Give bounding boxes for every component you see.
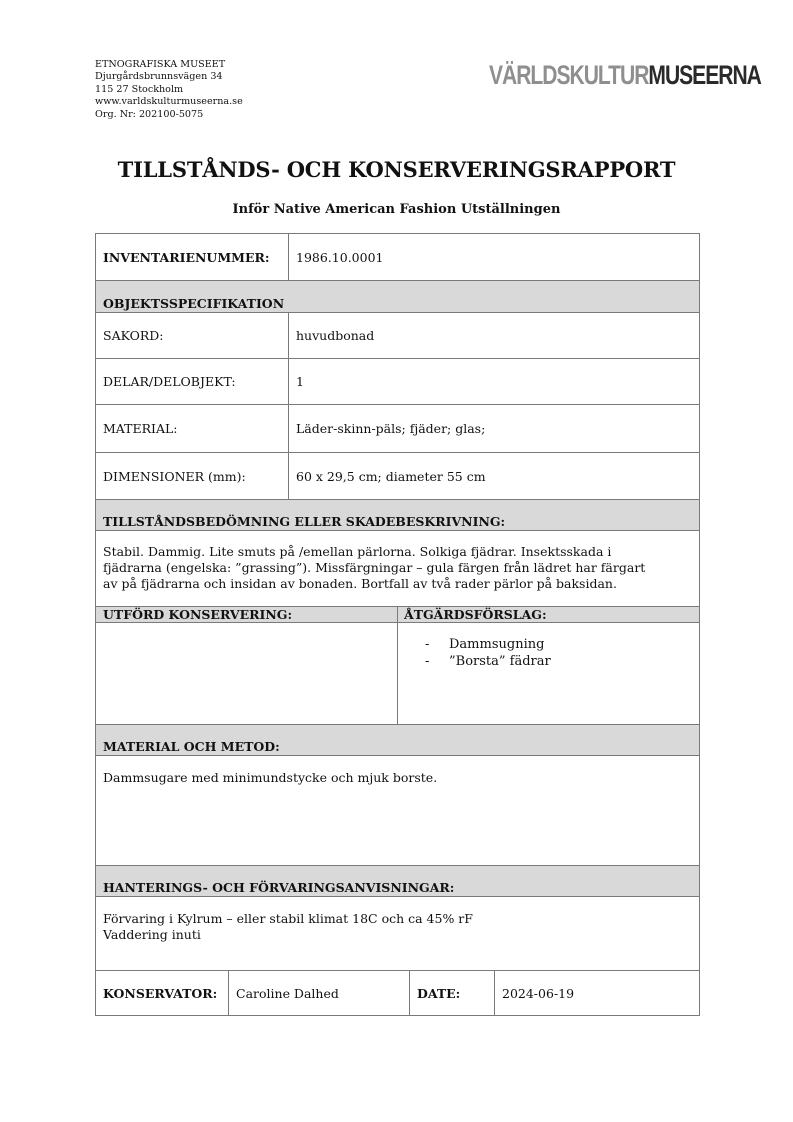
sakord-row xyxy=(96,312,699,358)
sakord-label: SAKORD: xyxy=(103,328,164,343)
report-title: TILLSTÅNDS- OCH KONSERVERINGSRAPPORT xyxy=(117,157,676,182)
method-body xyxy=(96,755,699,865)
proposed-action-brushing: ”Borsta” fädrar xyxy=(449,653,551,669)
object-spec-heading: OBJEKTSSPECIFIKATION xyxy=(103,296,285,311)
inventory-row xyxy=(96,234,699,280)
conservator-label: KONSERVATOR: xyxy=(103,985,218,1001)
parts-row xyxy=(96,358,699,404)
report-subtitle: Inför Native American Fashion Utställningen xyxy=(232,202,561,217)
conservation-done-heading: UTFÖRD KONSERVERING: xyxy=(103,607,293,622)
logo-part-light: VÄRLDSKULTUR xyxy=(489,60,649,90)
parts-value: 1 xyxy=(288,359,699,404)
street-address: Djurgårdsbrunnsvägen 34 xyxy=(95,71,223,83)
material-row xyxy=(96,404,699,452)
bullet-dash: - xyxy=(425,637,430,652)
varldskulturmuseerna-logo xyxy=(489,60,761,90)
object-spec-heading-row xyxy=(96,280,699,312)
proposed-actions-list xyxy=(425,637,551,670)
postal-address: 115 27 Stockholm xyxy=(95,83,184,95)
conservator-name: Caroline Dalhed xyxy=(228,971,409,1015)
handling-line-storage: Förvaring i Kylrum – eller stabil klimat 18C och ca 45% rF xyxy=(103,911,473,926)
condition-heading: TILLSTÅNDSBEDÖMNING ELLER SKADEBESKRIVNING: xyxy=(103,514,506,529)
website: www.varldskulturmuseerna.se xyxy=(95,96,243,108)
logo-part-dark: MUSEERNA xyxy=(648,60,761,90)
material-label: MATERIAL: xyxy=(103,421,178,436)
condition-description: Stabil. Dammig. Lite smuts på /emellan pärlorna. Solkiga fjädrar. Insektsskada i fjädrarna (engelska: ”grassing”). Missfärgningar – gula färgen från lädret har färgart av på fjädrarna och insidan av bonaden. Bortfall av två rader pärlor på baksidan. xyxy=(103,544,646,591)
inventory-value: 1986.10.0001 xyxy=(288,234,699,280)
bullet-dash: - xyxy=(425,653,430,669)
condition-body xyxy=(96,530,699,606)
inventory-label: INVENTARIENUMMER: xyxy=(103,249,270,265)
museum-name: ETNOGRAFISKA MUSEET xyxy=(95,59,226,70)
list-item xyxy=(425,637,551,654)
signature-row xyxy=(96,970,699,1015)
proposed-actions-heading: ÅTGÄRDSFÖRSLAG: xyxy=(404,607,547,622)
proposed-action-vacuuming: Dammsugning xyxy=(449,637,545,652)
handling-heading-row xyxy=(96,865,699,896)
conservation-body-row xyxy=(96,622,699,724)
condition-heading-row xyxy=(96,499,699,530)
handling-text xyxy=(103,911,661,943)
museum-address-block xyxy=(95,59,243,121)
method-text: Dammsugare med minimundstycke och mjuk borste. xyxy=(103,770,438,785)
date-label: DATE: xyxy=(409,971,494,1015)
date-value: 2024-06-19 xyxy=(494,971,699,1015)
org-number: Org. Nr: 202100-5075 xyxy=(95,108,204,120)
dimensions-row xyxy=(96,452,699,499)
handling-line-padding: Vaddering inuti xyxy=(103,927,201,942)
parts-label: DELAR/DELOBJEKT: xyxy=(103,374,236,389)
dimensions-label: DIMENSIONER (mm): xyxy=(103,468,246,484)
method-heading-row xyxy=(96,724,699,755)
report-form xyxy=(95,233,700,1016)
method-heading: MATERIAL OCH METOD: xyxy=(103,739,280,754)
conservation-heading-row xyxy=(96,606,699,622)
material-value: Läder-skinn-päls; fjäder; glas; xyxy=(288,405,699,452)
handling-heading: HANTERINGS- OCH FÖRVARINGSANVISNINGAR: xyxy=(103,880,455,895)
list-item xyxy=(425,654,551,671)
handling-body xyxy=(96,896,699,970)
sakord-value: huvudbonad xyxy=(288,313,699,358)
dimensions-value: 60 x 29,5 cm; diameter 55 cm xyxy=(288,453,699,499)
